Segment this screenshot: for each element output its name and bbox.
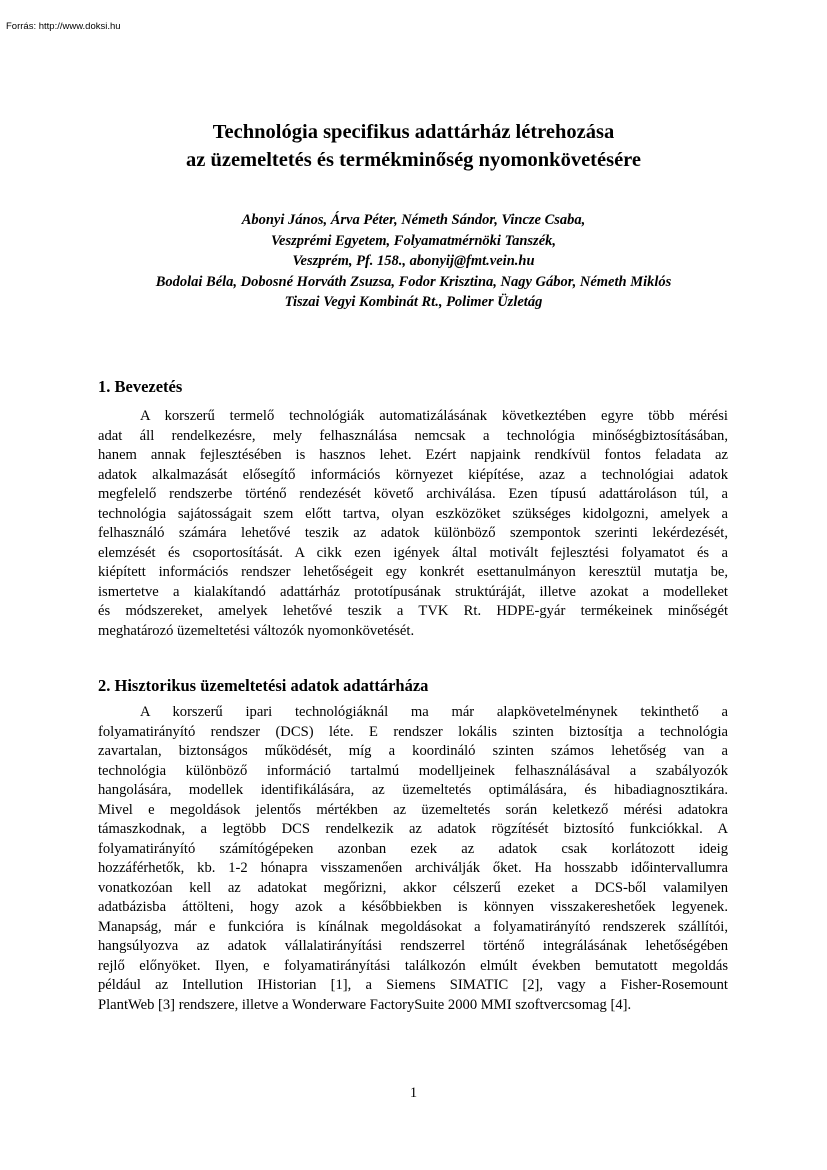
paragraph-line: elemzését és csoportosítását. A cikk ezen igények által motivált fejlesztési folyamatot és a [98, 544, 728, 561]
section-2-heading: 2. Hisztorikus üzemeltetési adatok adattárháza [98, 676, 429, 695]
section-1-paragraph [98, 407, 728, 641]
title-line-2: az üzemeltetés és termékminőség nyomonkövetésére [185, 149, 642, 171]
author-line-1: Abonyi János, Árva Péter, Németh Sándor, Vincze Csaba, [241, 212, 586, 228]
paragraph-line: vonatkozóan kell az adatokat megőrizni, akkor célszerű ezeket a DCS-ből valamilyen [98, 879, 728, 896]
page-number: 1 [409, 1085, 418, 1101]
paper-title [0, 118, 827, 174]
paragraph-line: és módszereket, amelyek lehetővé teszik a TVK Rt. HDPE-gyár termékeinek minőségét [98, 603, 728, 619]
paragraph-line: hangolására, modellek identifikálására, az üzemeltetés optimálására, és hibadiagnosztikára. [98, 782, 728, 798]
paragraph-line: támaszkodnak, a legtöbb DCS rendelkezik az adatok rögzítését biztosító funkciókkal. A [98, 821, 728, 837]
author-address-line: Veszprém, Pf. 158., abonyij@fmt.vein.hu [292, 253, 535, 269]
paragraph-line: technológia különböző információ tartalmú modelljeinek felhasználásával a szabályozók [98, 762, 728, 779]
source-line: Forrás: http://www.doksi.hu [6, 21, 121, 32]
section-2-paragraph [98, 703, 728, 1015]
title-line-1: Technológia specifikus adattárház létrehozása [212, 121, 615, 143]
section-1-heading: 1. Bevezetés [98, 377, 183, 396]
paragraph-line: például az Intellution IHistorian [1], a Siemens SIMATIC [2], vagy a Fisher-Rosemount [98, 977, 728, 993]
paragraph-line: adat áll rendelkezésre, mely felhasználása nemcsak a technológia minőségbiztosításában, [98, 427, 728, 444]
paragraph-line: PlantWeb [3] rendszere, illetve a Wonderware FactorySuite 2000 MMI szoftvercsomag [4]. [98, 996, 632, 1013]
paragraph-line: hozzáférhetők, kb. 1-2 hónapra visszamenően archiválják őket. Ha hosszabb időintervallumra [98, 860, 728, 876]
paragraph-line: kiépített információs rendszer lehetőségeit egy konkrét esettanulmányon keresztül mutatja be, [98, 564, 728, 580]
paragraph-line: A korszerű termelő technológiák automatizálásának következtében egyre több mérési [140, 408, 728, 424]
author-company-line: Tiszai Vegyi Kombinát Rt., Polimer Üzletág [284, 294, 543, 310]
paragraph-line: folyamatirányító számítógépeken azonban ezek az adatok csak korlátozott ideig [98, 840, 728, 857]
paragraph-line: adatok alkalmazását elősegítő információs környezet kiépítése, azaz a technológiai adatok [98, 466, 728, 483]
paragraph-line: rejlő előnyöket. Ilyen, e folyamatirányítási találkozón elmúlt években bemutatott megoldás [98, 957, 728, 974]
paragraph-line: ismertetve a kialakítandó adattárház prototípusának struktúráját, illetve azokat a modelleket [98, 583, 728, 600]
paragraph-line: felhasználó számára lehetővé teszik az adatok különböző szempontok szerinti lekérdezését, [98, 525, 728, 541]
paragraph-line: meghatározó üzemeltetési változók nyomonkövetését. [98, 622, 415, 639]
paragraph-line: technológia sajátosságait szem előtt tartva, olyan eszközöket szükséges kidolgozni, amelyek a [98, 505, 728, 522]
paragraph-line: hangsúlyozva az adatok vállalatirányítási rendszerrel történő integrálásának lehetőségében [98, 938, 728, 954]
paragraph-line: zavartalan, biztonságos működését, míg a koordináló szinten számos lehetőség van a [98, 743, 728, 759]
paragraph-line: folyamatirányító rendszer (DCS) léte. E rendszer lokális szinten biztosítja a technológia [98, 723, 728, 740]
paragraph-line: Manapság, már e funkcióra is kínálnak megoldásokat a folyamatirányító rendszerek szállítói, [98, 918, 728, 935]
paragraph-line: hanem annak fejlesztésében is hasznos lehet. Ezért napjaink rendkívül fontos feladata az [98, 447, 728, 463]
author-affiliation-line: Veszprémi Egyetem, Folyamatmérnöki Tanszék, [270, 232, 557, 249]
paragraph-line: Mivel e megoldások jelentős mértékben az üzemeltetés során keletkező mérési adatokra [98, 801, 728, 818]
author-block [0, 210, 827, 313]
author-line-2: Bodolai Béla, Dobosné Horváth Zsuzsa, Fodor Krisztina, Nagy Gábor, Németh Miklós [155, 273, 672, 290]
paragraph-line: megfelelő rendszerbe történő rendezését követő archiválása. Ezen típusú adattároláson túl, a [98, 486, 728, 502]
paragraph-line: A korszerű ipari technológiáknál ma már alapkövetelménynek tekinthető a [140, 704, 728, 720]
paragraph-line: adatbázisba áttölteni, hogy azok a későbbiekben is könnyen visszakereshetőek legyenek. [98, 899, 728, 915]
